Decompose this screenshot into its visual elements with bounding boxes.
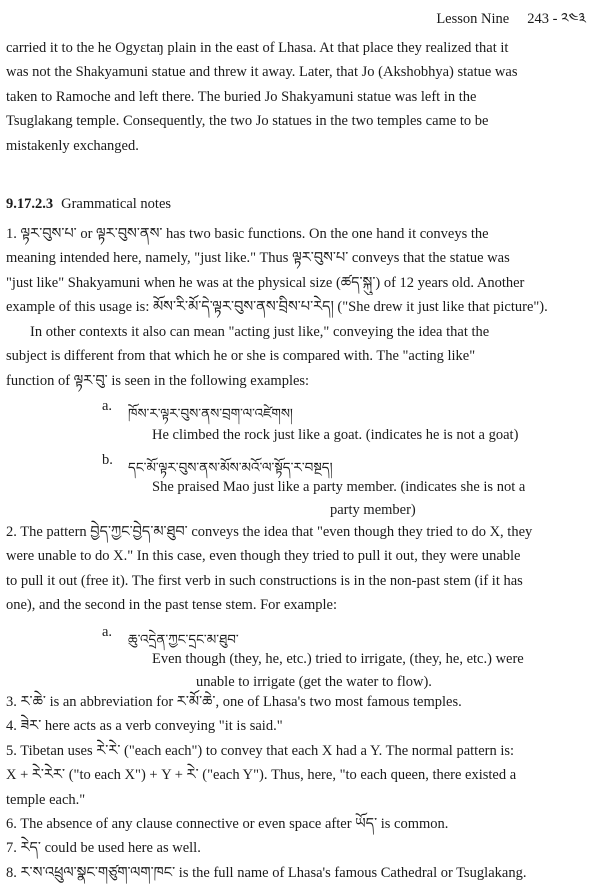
text-line: 6. The absence of any clause connective or even space after ཡོད་ is common. [6,816,449,833]
example-letter: b. [102,452,113,468]
section-number: 9.17.2.3 [6,196,54,212]
text-line: Even though (they, he, etc.) tried to irrigate, (they, he, etc.) were [152,651,524,667]
text-line: meaning intended here, namely, "just like." Thus ལྟར་བུས་པ་ conveys that the statue was [6,250,510,267]
section-title: Grammatical notes [61,196,172,212]
text-line: 5. Tibetan uses རེ་རེ་ ("each each") to convey that each X had a Y. The normal pattern is: [6,742,515,759]
text-line: mistakenly exchanged. [6,137,139,154]
text-line: one), and the second in the past tense stem. For example: [6,597,337,614]
example-translation [152,424,518,447]
example-translation [152,648,524,694]
lesson-title: Lesson Nine [436,11,510,27]
text-line: party member) [330,502,416,518]
example-tibetan: ཁོས་ར་ལྟར་བུས་ནས་བྲག་ལ་འཛེགས། [128,406,293,421]
text-line: "just like" Shakyamuni when he was at the physical size (ཚད་སྐུ་) of 12 years old. Another [6,274,525,291]
text-line: example of this usage is: མོས་རི་མོ་དེ་ལྟར་བུས་ནས་བྲིས་པ་རེད། ("She drew it just like that picture"). [6,299,548,316]
text-line: In other contexts it also can mean "acting just like," conveying the idea that the [30,324,490,340]
note-1 [6,222,590,320]
text-line: 3. ར་ཆེ་ is an abbreviation for ར་མོ་ཆེ་, one of Lhasa's two most famous temples. [6,694,462,710]
example-tibetan: ཆུ་འདྲེན་ཀྱང་དྲང་མ་ཐུབ་ [128,632,239,647]
text-line: temple each." [6,791,86,808]
text-line: She praised Mao just like a party member. (indicates she is not a [152,479,526,495]
section-heading [6,196,171,213]
note-2 [6,520,590,618]
text-line: 4. ཟེར་ here acts as a verb conveying "it is said." [6,718,283,735]
text-line: function of ལྟར་བུ་ is seen in the following examples: [6,372,310,389]
page-number: 243 - ༢༤༣ [527,11,586,27]
text-line: 8. ར་ས་འཕྲུལ་སྣང་གཙུག་ལག་ཁང་ is the full name of Lhasa's famous Cathedral or Tsuglakang. [6,864,527,881]
example-letter: a. [102,624,113,640]
text-line: X + རེ་རེར་ ("to each X") + Y + རེ་ ("each Y"). Thus, here, "to each queen, there existed a [6,767,517,784]
text-line: carried it to the he Ogyεtaŋ plain in the east of Lhasa. At that place they realized that it [6,40,509,56]
text-line: 7. རེད་ could be used here as well. [6,840,201,857]
intro-paragraph [6,36,590,158]
notes-3-to-8 [6,690,590,885]
example-tibetan: དང་མོ་ལྟར་བུས་ནས་མོས་མའོ་ལ་སྟོད་ར་བསྔད། [128,460,333,475]
text-line: unable to irrigate (get the water to flow). [196,674,432,690]
text-line: taken to Ramoche and left there. The buried Jo Shakyamuni statue was left in the [6,88,477,105]
example-letter: a. [102,398,113,414]
example-translation [152,476,525,522]
text-line: 1. ལྟར་བུས་པ་ or ལྟར་བུས་ནས་ has two basic functions. On the one hand it conveys the [6,226,489,242]
note-1-continued [6,320,590,393]
text-line: He climbed the rock just like a goat. (indicates he is not a goat) [152,427,519,443]
text-line: were unable to do X." In this case, even though they tried to pull it out, they were unable [6,548,521,565]
text-line: subject is different from that which he or she is compared with. The "acting like" [6,348,476,365]
text-line: to pull it out (free it). The first verb in such constructions is in the non-past stem (if it has [6,572,523,589]
text-line: 2. The pattern བྱེད་ཀྱང་བྱེད་མ་ཐུབ་ conveys the idea that "even though they tried to do X, they [6,524,533,540]
text-line: Tsuglakang temple. Consequently, the two Jo statues in the two temples came to be [6,113,489,130]
text-line: was not the Shakyamuni statue and threw it away. Later, that Jo (Akshobhya) statue was [6,64,518,81]
